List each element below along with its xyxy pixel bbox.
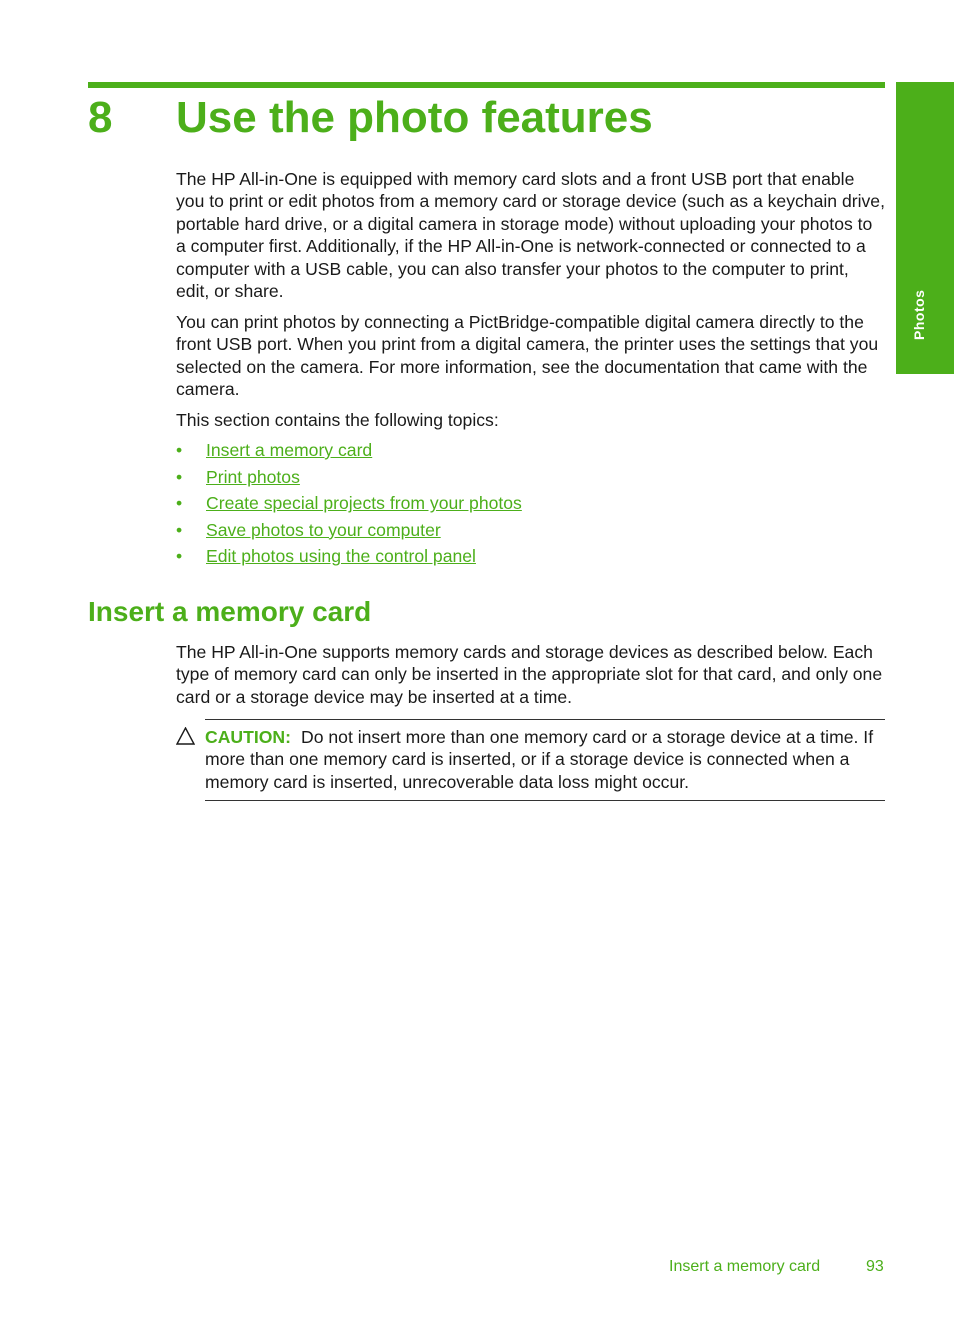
- intro-paragraph-1: The HP All-in-One is equipped with memory card slots and a front USB port that enable you to print or edit photos from a memory card or storage device (such as a keychain drive, portable hard drive, or a digital camera in storage mode) without uploading your photos to a computer first. Additionally, if the HP All-in-One is network-connected or connected to a computer with a USB cable, you can also transfer your photos to the computer to print, edit, or share.: [176, 169, 885, 302]
- intro-paragraph-2: You can print photos by connecting a PictBridge-compatible digital camera directly to the front USB port. When you print from a digital camera, the printer uses the settings that you selected on the camera. For more information, see the documentation that came with the camera.: [176, 312, 879, 400]
- bullet: •: [176, 546, 183, 567]
- section-heading: Insert a memory card: [88, 596, 372, 627]
- bullet: •: [176, 493, 183, 514]
- caution-text: [205, 726, 887, 793]
- list-item: [176, 490, 522, 517]
- list-item: [176, 543, 522, 570]
- topics-intro: This section contains the following topics:: [176, 410, 499, 430]
- chapter-top-rule: [88, 82, 885, 88]
- side-tab-label: Photos: [911, 289, 927, 340]
- bullet: •: [176, 440, 183, 460]
- caution-triangle-icon: [176, 727, 195, 745]
- topic-list: [176, 437, 522, 570]
- chapter-number: 8: [88, 93, 113, 142]
- bullet: •: [176, 519, 183, 540]
- topic-link-insert-memory-card[interactable]: Insert a memory card: [206, 440, 373, 460]
- list-item: [176, 464, 522, 491]
- list-item: [176, 517, 522, 544]
- topic-link-create-special-projects[interactable]: Create special projects from your photos: [206, 493, 522, 514]
- list-item: [176, 437, 522, 464]
- topic-link-print-photos[interactable]: Print photos: [206, 466, 300, 487]
- section-paragraph: The HP All-in-One supports memory cards and storage devices as described below. Each type of memory card can only be inserted in the appropriate slot for that card, and only one card or a storage device may be inserted at a time.: [176, 642, 883, 707]
- footer-section-name: Insert a memory card: [669, 1258, 821, 1275]
- caution-label: CAUTION:: [205, 727, 292, 747]
- footer-page-number: 93: [866, 1258, 884, 1275]
- caution-body: Do not insert more than one memory card or a storage device at a time. If more than one memory card is inserted, or if a storage device is connected when a memory card is inserted, unrecoverable data loss might occur.: [205, 727, 874, 792]
- chapter-title: Use the photo features: [176, 93, 653, 142]
- topic-link-edit-photos[interactable]: Edit photos using the control panel: [206, 546, 476, 567]
- bullet: •: [176, 466, 183, 487]
- topic-link-save-photos[interactable]: Save photos to your computer: [206, 519, 441, 540]
